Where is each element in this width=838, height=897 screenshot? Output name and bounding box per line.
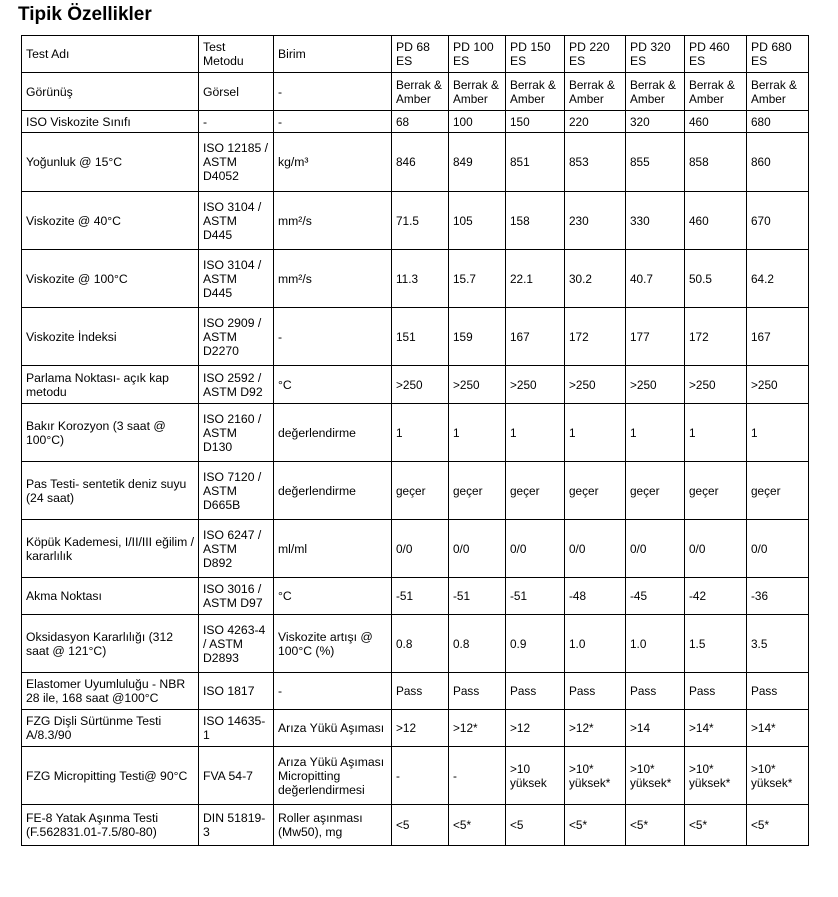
test-method-cell: Görsel	[199, 73, 274, 111]
test-method-cell: ISO 3104 / ASTM D445	[199, 250, 274, 308]
value-cell: 0/0	[685, 520, 747, 578]
value-cell: -51	[449, 578, 506, 615]
table-row	[22, 111, 809, 133]
unit-cell: Roller aşınması (Mw50), mg	[274, 805, 392, 846]
value-cell: 853	[565, 133, 626, 192]
value-cell: -42	[685, 578, 747, 615]
value-cell: Pass	[747, 673, 809, 710]
value-cell: 30.2	[565, 250, 626, 308]
header-row	[22, 36, 809, 73]
value-cell: 860	[747, 133, 809, 192]
test-method-cell: ISO 2160 / ASTM D130	[199, 404, 274, 462]
value-cell: 1	[685, 404, 747, 462]
value-cell: 1	[449, 404, 506, 462]
value-cell: 0/0	[392, 520, 449, 578]
value-cell: 1	[392, 404, 449, 462]
value-cell: 167	[747, 308, 809, 366]
unit-cell: Arıza Yükü Aşıması	[274, 710, 392, 747]
table-row	[22, 366, 809, 404]
value-cell: 167	[506, 308, 565, 366]
value-cell: >250	[392, 366, 449, 404]
value-cell: <5*	[449, 805, 506, 846]
value-cell: geçer	[506, 462, 565, 520]
value-cell: 0/0	[626, 520, 685, 578]
value-cell: >14	[626, 710, 685, 747]
value-cell: 50.5	[685, 250, 747, 308]
table-row	[22, 805, 809, 846]
header-cell: PD 150 ES	[506, 36, 565, 73]
value-cell: >250	[506, 366, 565, 404]
value-cell: 0/0	[506, 520, 565, 578]
value-cell: 0/0	[565, 520, 626, 578]
unit-cell: değerlendirme	[274, 404, 392, 462]
table-row	[22, 192, 809, 250]
unit-cell: değerlendirme	[274, 462, 392, 520]
value-cell: 230	[565, 192, 626, 250]
test-method-cell: ISO 12185 / ASTM D4052	[199, 133, 274, 192]
value-cell: <5	[392, 805, 449, 846]
value-cell: -48	[565, 578, 626, 615]
value-cell: >250	[449, 366, 506, 404]
table-row	[22, 73, 809, 111]
value-cell: Pass	[392, 673, 449, 710]
value-cell: 0.8	[392, 615, 449, 673]
header-cell: PD 680 ES	[747, 36, 809, 73]
value-cell: 0/0	[747, 520, 809, 578]
value-cell: 1	[506, 404, 565, 462]
value-cell: >250	[626, 366, 685, 404]
header-cell: PD 100 ES	[449, 36, 506, 73]
test-method-cell: ISO 3016 / ASTM D97	[199, 578, 274, 615]
value-cell: Pass	[506, 673, 565, 710]
page-title: Tipik Özellikler	[18, 4, 152, 25]
value-cell: Pass	[685, 673, 747, 710]
value-cell: -51	[392, 578, 449, 615]
value-cell: >10* yüksek*	[685, 747, 747, 805]
test-name-cell: FE-8 Yatak Aşınma Testi (F.562831.01-7.5/80-80)	[22, 805, 199, 846]
value-cell: 1	[747, 404, 809, 462]
spec-table	[21, 35, 809, 846]
header-cell: PD 320 ES	[626, 36, 685, 73]
value-cell: Pass	[626, 673, 685, 710]
value-cell: Berrak & Amber	[506, 73, 565, 111]
test-method-cell: FVA 54-7	[199, 747, 274, 805]
value-cell: 855	[626, 133, 685, 192]
value-cell: Berrak & Amber	[626, 73, 685, 111]
value-cell: geçer	[392, 462, 449, 520]
value-cell: 1.5	[685, 615, 747, 673]
test-name-cell: Viskozite @ 40°C	[22, 192, 199, 250]
test-method-cell: ISO 2909 / ASTM D2270	[199, 308, 274, 366]
value-cell: 105	[449, 192, 506, 250]
table-row	[22, 308, 809, 366]
test-name-cell: Oksidasyon Kararlılığı (312 saat @ 121°C)	[22, 615, 199, 673]
value-cell: >10* yüksek*	[626, 747, 685, 805]
unit-cell: -	[274, 673, 392, 710]
test-name-cell: Viskozite İndeksi	[22, 308, 199, 366]
value-cell: 15.7	[449, 250, 506, 308]
header-cell: PD 68 ES	[392, 36, 449, 73]
value-cell: 846	[392, 133, 449, 192]
value-cell: 330	[626, 192, 685, 250]
value-cell: >14*	[685, 710, 747, 747]
value-cell: <5*	[747, 805, 809, 846]
value-cell: 71.5	[392, 192, 449, 250]
test-method-cell: DIN 51819-3	[199, 805, 274, 846]
value-cell: 460	[685, 111, 747, 133]
value-cell: >12*	[449, 710, 506, 747]
unit-cell: -	[274, 111, 392, 133]
test-name-cell: Pas Testi- sentetik deniz suyu (24 saat)	[22, 462, 199, 520]
unit-cell: ml/ml	[274, 520, 392, 578]
value-cell: >10 yüksek	[506, 747, 565, 805]
table-row	[22, 710, 809, 747]
header-cell: Test Adı	[22, 36, 199, 73]
value-cell: <5*	[685, 805, 747, 846]
table-row	[22, 520, 809, 578]
table-row	[22, 747, 809, 805]
value-cell: <5	[506, 805, 565, 846]
value-cell: Berrak & Amber	[392, 73, 449, 111]
value-cell: 64.2	[747, 250, 809, 308]
unit-cell: -	[274, 308, 392, 366]
value-cell: 849	[449, 133, 506, 192]
value-cell: 0/0	[449, 520, 506, 578]
value-cell: >10* yüksek*	[565, 747, 626, 805]
value-cell: 320	[626, 111, 685, 133]
value-cell: -	[392, 747, 449, 805]
test-name-cell: Köpük Kademesi, I/II/III eğilim / kararlılık	[22, 520, 199, 578]
value-cell: 220	[565, 111, 626, 133]
value-cell: -	[449, 747, 506, 805]
value-cell: Berrak & Amber	[747, 73, 809, 111]
value-cell: -45	[626, 578, 685, 615]
value-cell: Berrak & Amber	[685, 73, 747, 111]
value-cell: -51	[506, 578, 565, 615]
test-name-cell: Parlama Noktası- açık kap metodu	[22, 366, 199, 404]
value-cell: 680	[747, 111, 809, 133]
value-cell: 1	[565, 404, 626, 462]
test-name-cell: ISO Viskozite Sınıfı	[22, 111, 199, 133]
table-row	[22, 133, 809, 192]
test-name-cell: FZG Micropitting Testi@ 90°C	[22, 747, 199, 805]
value-cell: 150	[506, 111, 565, 133]
table-row	[22, 578, 809, 615]
value-cell: >250	[565, 366, 626, 404]
value-cell: 100	[449, 111, 506, 133]
value-cell: >14*	[747, 710, 809, 747]
value-cell: 159	[449, 308, 506, 366]
value-cell: 1	[626, 404, 685, 462]
table-row	[22, 250, 809, 308]
test-name-cell: Bakır Korozyon (3 saat @ 100°C)	[22, 404, 199, 462]
test-name-cell: Elastomer Uyumluluğu - NBR 28 ile, 168 saat @100°C	[22, 673, 199, 710]
header-cell: PD 220 ES	[565, 36, 626, 73]
test-method-cell: ISO 6247 / ASTM D892	[199, 520, 274, 578]
header-cell: PD 460 ES	[685, 36, 747, 73]
value-cell: 158	[506, 192, 565, 250]
value-cell: 3.5	[747, 615, 809, 673]
header-cell: Test Metodu	[199, 36, 274, 73]
value-cell: >12*	[565, 710, 626, 747]
value-cell: 172	[685, 308, 747, 366]
value-cell: 0.8	[449, 615, 506, 673]
test-name-cell: Yoğunluk @ 15°C	[22, 133, 199, 192]
test-method-cell: ISO 1817	[199, 673, 274, 710]
value-cell: >12	[506, 710, 565, 747]
test-method-cell: ISO 14635-1	[199, 710, 274, 747]
value-cell: 11.3	[392, 250, 449, 308]
table-row	[22, 462, 809, 520]
value-cell: 68	[392, 111, 449, 133]
value-cell: Pass	[565, 673, 626, 710]
unit-cell: °C	[274, 578, 392, 615]
value-cell: 177	[626, 308, 685, 366]
value-cell: >10* yüksek*	[747, 747, 809, 805]
unit-cell: mm²/s	[274, 250, 392, 308]
test-method-cell: ISO 2592 / ASTM D92	[199, 366, 274, 404]
unit-cell: kg/m³	[274, 133, 392, 192]
value-cell: 40.7	[626, 250, 685, 308]
table-row	[22, 404, 809, 462]
value-cell: geçer	[747, 462, 809, 520]
value-cell: 0.9	[506, 615, 565, 673]
unit-cell: Viskozite artışı @ 100°C (%)	[274, 615, 392, 673]
value-cell: 172	[565, 308, 626, 366]
value-cell: >12	[392, 710, 449, 747]
unit-cell: mm²/s	[274, 192, 392, 250]
value-cell: Berrak & Amber	[449, 73, 506, 111]
value-cell: >250	[747, 366, 809, 404]
value-cell: geçer	[626, 462, 685, 520]
test-method-cell: ISO 3104 / ASTM D445	[199, 192, 274, 250]
test-name-cell: Viskozite @ 100°C	[22, 250, 199, 308]
test-method-cell: -	[199, 111, 274, 133]
value-cell: geçer	[565, 462, 626, 520]
value-cell: 670	[747, 192, 809, 250]
test-name-cell: Akma Noktası	[22, 578, 199, 615]
value-cell: <5*	[626, 805, 685, 846]
value-cell: geçer	[685, 462, 747, 520]
value-cell: 1.0	[626, 615, 685, 673]
value-cell: -36	[747, 578, 809, 615]
value-cell: 460	[685, 192, 747, 250]
value-cell: 851	[506, 133, 565, 192]
test-name-cell: FZG Dişli Sürtünme Testi A/8.3/90	[22, 710, 199, 747]
value-cell: 22.1	[506, 250, 565, 308]
test-method-cell: ISO 7120 / ASTM D665B	[199, 462, 274, 520]
test-method-cell: ISO 4263-4 / ASTM D2893	[199, 615, 274, 673]
value-cell: 151	[392, 308, 449, 366]
header-cell: Birim	[274, 36, 392, 73]
value-cell: Pass	[449, 673, 506, 710]
value-cell: Berrak & Amber	[565, 73, 626, 111]
value-cell: geçer	[449, 462, 506, 520]
value-cell: 858	[685, 133, 747, 192]
table-row	[22, 615, 809, 673]
unit-cell: °C	[274, 366, 392, 404]
test-name-cell: Görünüş	[22, 73, 199, 111]
value-cell: <5*	[565, 805, 626, 846]
unit-cell: -	[274, 73, 392, 111]
table-row	[22, 673, 809, 710]
unit-cell: Arıza Yükü Aşıması Micropitting değerlendirmesi	[274, 747, 392, 805]
value-cell: >250	[685, 366, 747, 404]
value-cell: 1.0	[565, 615, 626, 673]
